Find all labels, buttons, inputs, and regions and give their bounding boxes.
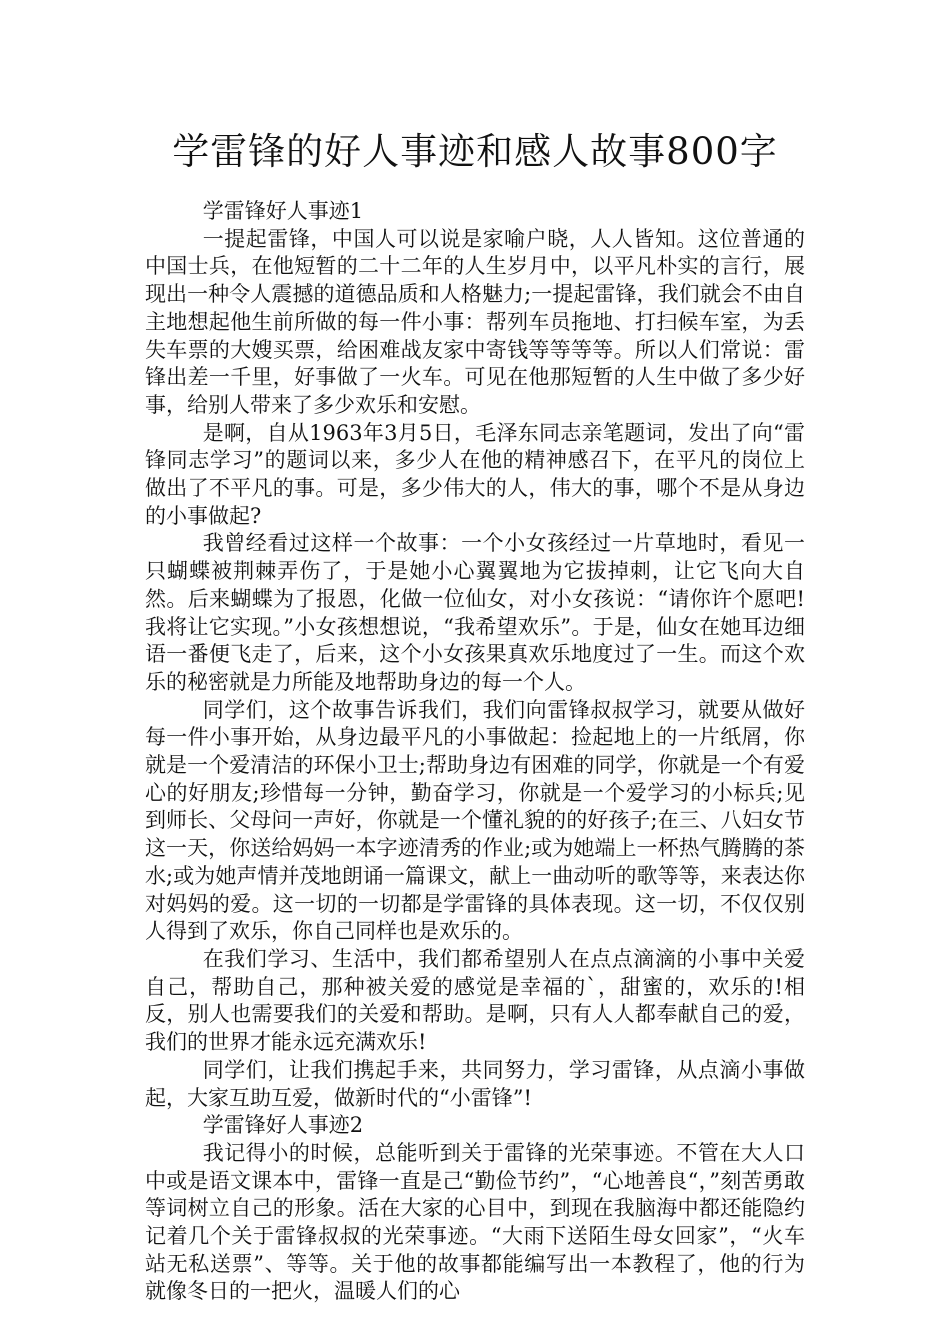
paragraph: 我曾经看过这样一个故事：一个小女孩经过一片草地时，看见一只蝴蝶被荆棘弄伤了，于是她小心翼翼地为它拔掉刺，让它飞向大自然。后来蝴蝶为了报恩，化做一位仙女，对小女孩说：“请你许个愿吧!我将让它实现。”小女孩想想说，“我希望欢乐”。于是，仙女在她耳边细语一番便飞走了，后来，这个小女孩果真欢乐地度过了一生。而这个欢乐的秘密就是力所能及地帮助身边的每一个人。 xyxy=(145,531,805,694)
document-body xyxy=(145,198,805,1306)
paragraph: 我记得小的时候，总能听到关于雷锋的光荣事迹。不管在大人口中或是语文课本中，雷锋一直是己“勤俭节约”，“心地善良“，”刻苦勇敢等词树立自己的形象。活在大家的心目中，到现在我脑海中都还能隐约记着几个关于雷锋叔叔的光荣事迹。“大雨下送陌生母女回家”，“火车站无私送票”、等等。关于他的故事都能编写出一本教程了，他的行为就像冬日的一把火，温暖人们的心 xyxy=(145,1140,805,1304)
paragraph: 一提起雷锋，中国人可以说是家喻户晓，人人皆知。这位普通的中国士兵，在他短暂的二十二年的人生岁月中，以平凡朴实的言行，展现出一种令人震撼的道德品质和人格魅力;一提起雷锋，我们就会不由自主地想起他生前所做的每一件小事：帮列车员拖地、打扫候车室，为丢失车票的大嫂买票，给困难战友家中寄钱等等等等。所以人们常说：雷锋出差一千里，好事做了一火车。可见在他那短暂的人生中做了多少好事，给别人带来了多少欢乐和安慰。 xyxy=(145,226,805,417)
section-heading: 学雷锋好人事迹1 xyxy=(202,199,364,223)
paragraph: 在我们学习、生活中，我们都希望别人在点点滴滴的小事中关爱自己，帮助自己，那种被关爱的感觉是幸福的`，甜蜜的，欢乐的!相反，别人也需要我们的关爱和帮助。是啊，只有人人都奉献自己的爱，我们的世界才能永远充满欢乐! xyxy=(145,946,805,1055)
paragraph: 同学们，让我们携起手来，共同努力，学习雷锋，从点滴小事做起，大家互助互爱，做新时代的“小雷锋”! xyxy=(145,1057,805,1110)
document-title: 学雷锋的好人事迹和感人故事800字 xyxy=(172,130,778,173)
paragraph: 是啊，自从1963年3月5日，毛泽东同志亲笔题词，发出了向“雷锋同志学习”的题词以来，多少人在他的精神感召下，在平凡的岗位上做出了不平凡的事。可是，多少伟大的人，伟大的事，哪个不是从身边的小事做起? xyxy=(145,420,805,528)
section-heading: 学雷锋好人事迹2 xyxy=(202,1113,364,1138)
paragraph: 同学们，这个故事告诉我们，我们向雷锋叔叔学习，就要从做好每一件小事开始，从身边最平凡的小事做起：捡起地上的一片纸屑，你就是一个爱清洁的环保小卫士;帮助身边有困难的同学，你就是一个有爱心的好朋友;珍惜每一分钟，勤奋学习，你就是一个爱学习的小标兵;见到师长、父母问一声好，你就是一个懂礼貌的的好孩子;在三、八妇女节这一天，你送给妈妈一本字迹清秀的作业;或为她端上一杯热气腾腾的茶水;或为她声情并茂地朗诵一篇课文，献上一曲动听的歌等等，来表达你对妈妈的爱。这一切的一切都是学雷锋的具体表现。这一切，不仅仅别人得到了欢乐，你自己同样也是欢乐的。 xyxy=(145,697,805,944)
